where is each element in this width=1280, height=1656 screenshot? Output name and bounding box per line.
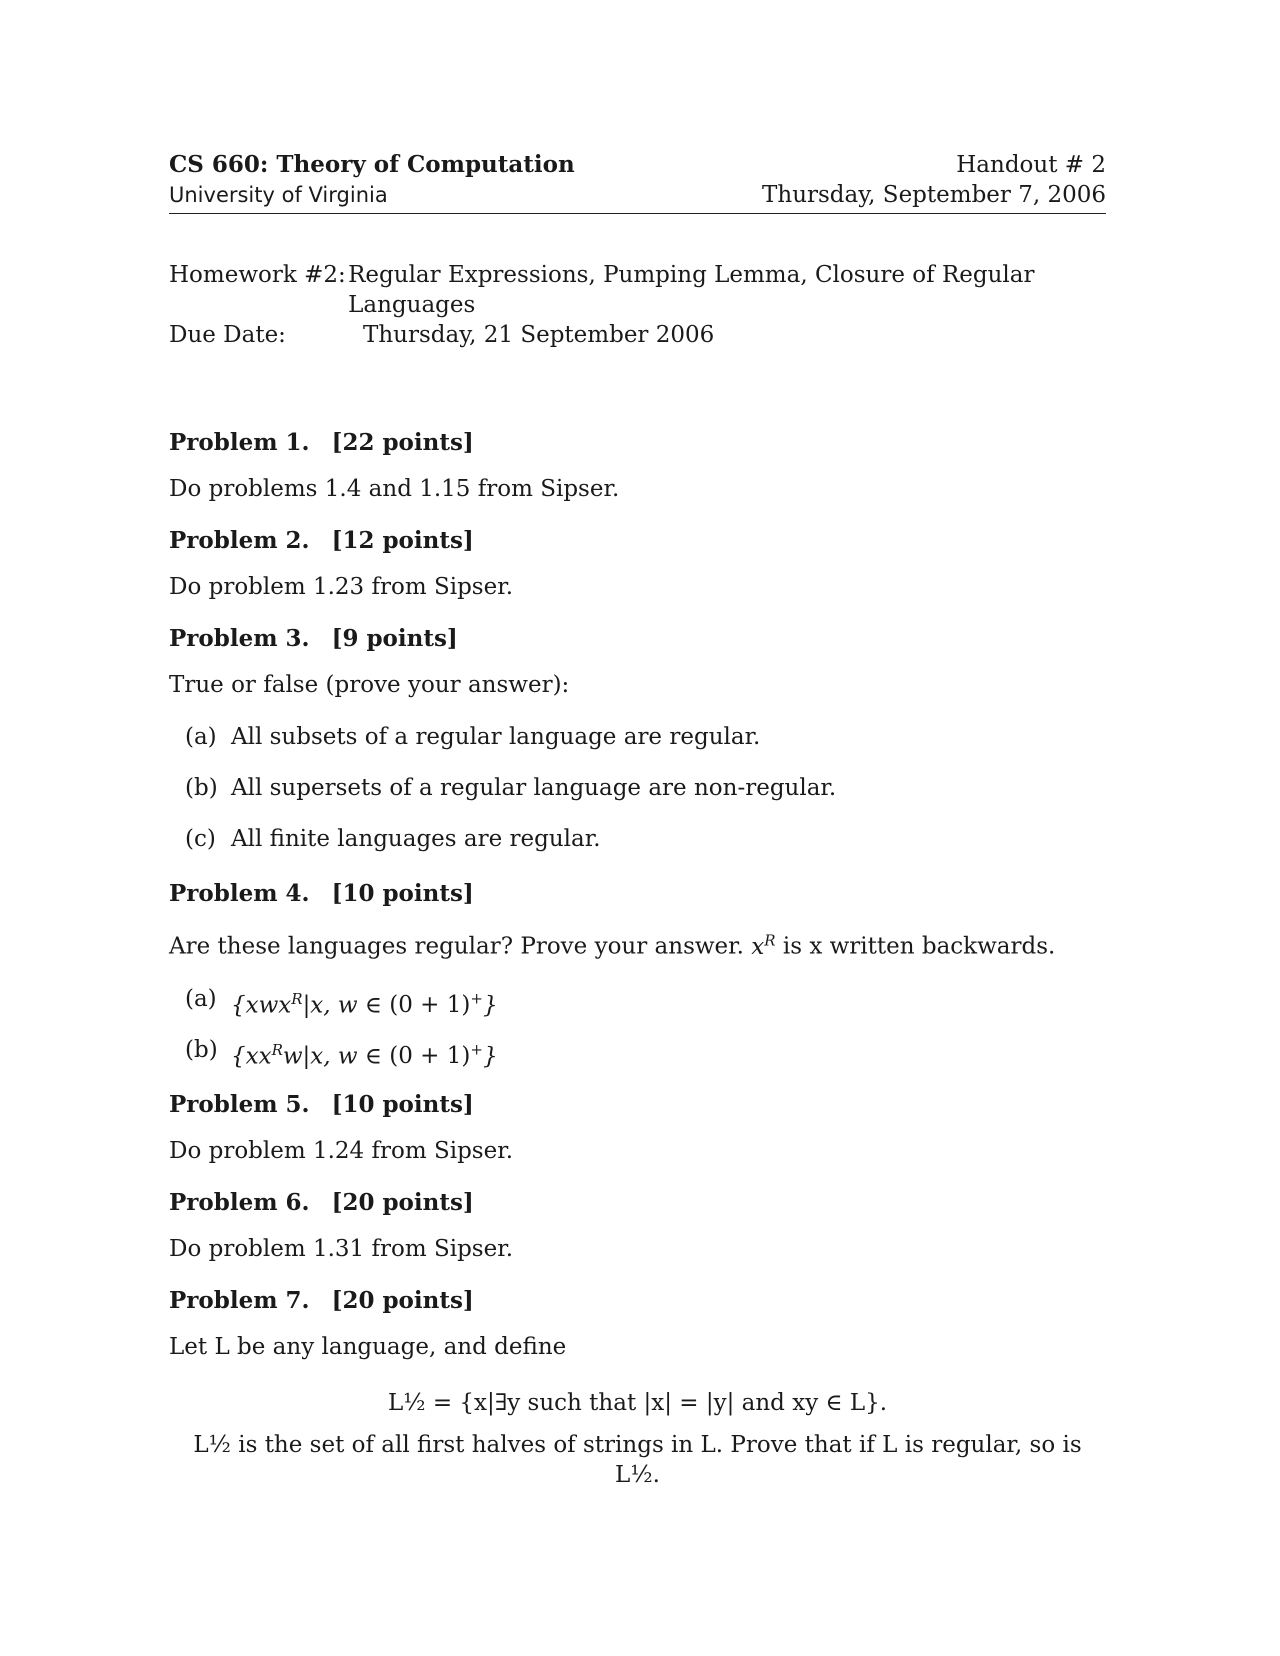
problem-5 [169, 1090, 1106, 1166]
handout-header [169, 150, 1106, 210]
problem-title: Problem 4. [169, 880, 310, 907]
list-item: (a) All subsets of a regular language are regular. [185, 724, 761, 750]
problem-text: Do problems 1.4 and 1.15 from Sipser. [169, 476, 620, 502]
course-title: CS 660: Theory of Computation [169, 151, 575, 178]
homework-info [169, 260, 1106, 350]
problem-points: [20 points] [331, 1188, 474, 1216]
list-item: (b) All supersets of a regular language are non-regular. [185, 775, 837, 801]
problem-text: Do problem 1.24 from Sipser. [169, 1137, 514, 1164]
problem-title: Problem 7. [169, 1286, 310, 1314]
problem-4 [169, 879, 1106, 1086]
list-item: (b) {$xx^Rw|x$, w ∈ (0 + 1)+} [185, 1036, 498, 1070]
list-item: (c) All finite languages are regular. [185, 826, 601, 852]
list-item: (a) {xwx$^R$|x, w ∈ (0 + 1)+} [185, 985, 498, 1019]
university-name: University of Virginia [169, 183, 388, 207]
problem-title: Problem 5. [169, 1090, 310, 1118]
problem-title: Problem 1. [169, 429, 310, 456]
problem-1 [169, 428, 1106, 504]
due-date-value: Thursday, 21 September 2006 [363, 322, 715, 348]
problem-text: Do problem 1.23 from Sipser. [169, 574, 514, 600]
problem-7 [169, 1286, 1106, 1490]
document-page [169, 150, 1106, 1490]
handout-number: Handout # 2 [956, 152, 1106, 178]
homework-label: Homework #2: [169, 262, 346, 288]
problem-6 [169, 1188, 1106, 1264]
problem-2 [169, 526, 1106, 602]
problem-text: True or false (prove your answer): [169, 672, 570, 698]
problem-3 [169, 624, 1106, 875]
problem-text: Do problem 1.31 from Sipser. [169, 1235, 514, 1262]
problem-title: Problem 3. [169, 625, 310, 652]
problem-points: [10 points] [331, 880, 474, 907]
problem-text: Are these languages regular? Prove your answer. $x^R$ is x written backwards. [169, 931, 1056, 960]
problem-closing: L½ is the set of all first halves of strings in L. Prove that if L is regular, so is L½. [193, 1431, 1082, 1488]
problem-title: Problem 6. [169, 1188, 310, 1216]
problem-points: [10 points] [331, 1090, 474, 1118]
problem-points: [22 points] [331, 429, 474, 456]
problem-points: [12 points] [331, 527, 474, 554]
homework-topic: Regular Expressions, Pumping Lemma, Closure of Regular Languages [348, 262, 1035, 318]
handout-date: Thursday, September 7, 2006 [762, 182, 1106, 208]
problem-title: Problem 2. [169, 527, 310, 554]
header-rule [169, 213, 1106, 214]
problem-points: [9 points] [331, 625, 458, 652]
due-date-label: Due Date: [169, 322, 286, 348]
problem-points: [20 points] [331, 1286, 474, 1314]
problem-equation: L½ = {x|∃y such that |x| = |y| and xy ∈ L}. [387, 1389, 888, 1416]
problem-text: Let L be any language, and define [169, 1333, 567, 1360]
